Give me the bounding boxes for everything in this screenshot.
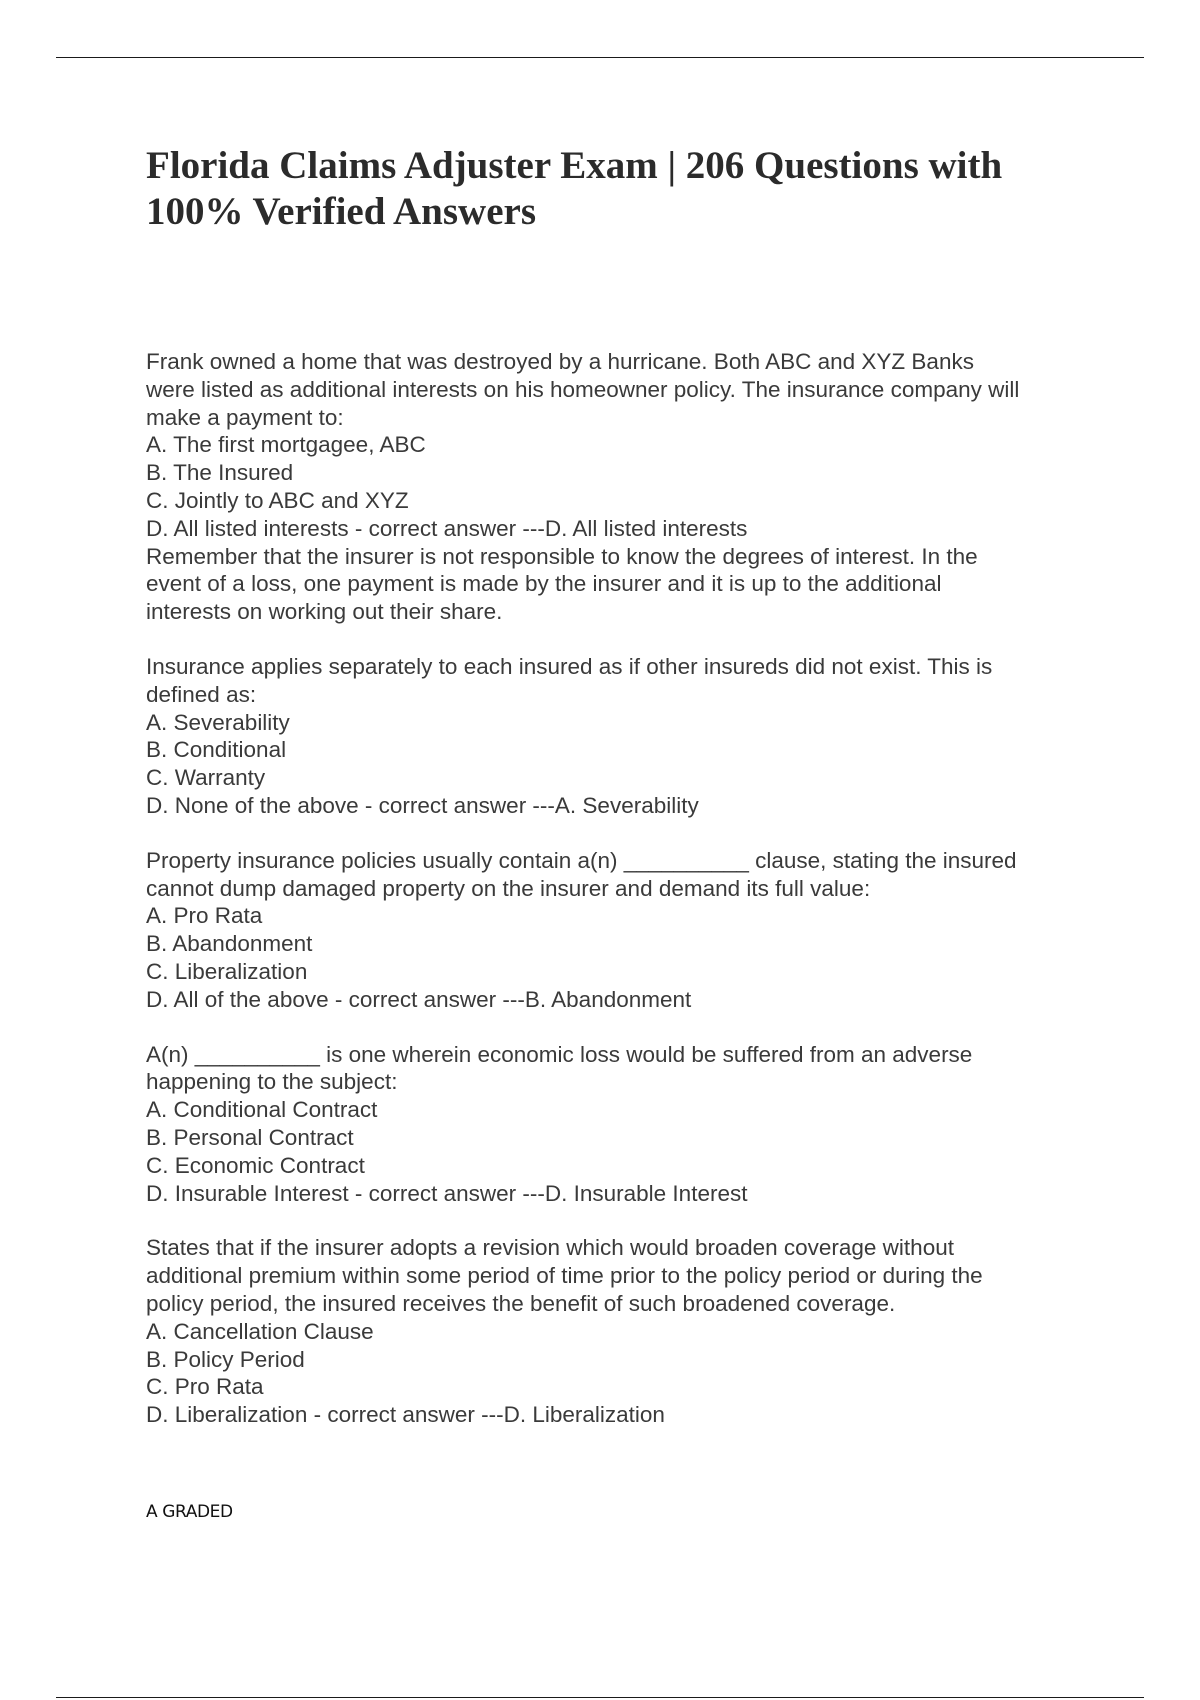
- question-list: [146, 348, 1106, 1429]
- answer-option: C. Pro Rata: [146, 1374, 264, 1400]
- question-block: [146, 847, 1106, 1014]
- question-line: additional premium within some period of time prior to the policy period or during the: [146, 1263, 983, 1289]
- answer-option: A. Severability: [146, 709, 290, 735]
- page-top-rule: [56, 57, 1144, 58]
- answer-option: B. The Insured: [146, 460, 294, 486]
- question-line: make a payment to:: [146, 404, 344, 430]
- question-line: happening to the subject:: [146, 1069, 398, 1095]
- question-line: Property insurance policies usually contain a(n) __________ clause, stating the insured: [146, 847, 1017, 873]
- question-block: [146, 1041, 1106, 1208]
- correct-answer-line: D. All listed interests - correct answer ---D. All listed interests: [146, 515, 748, 541]
- question-block: [146, 348, 1106, 626]
- question-line: A(n) __________ is one wherein economic loss would be suffered from an adverse: [146, 1041, 973, 1067]
- question-line: States that if the insurer adopts a revision which would broaden coverage without: [146, 1235, 954, 1261]
- question-block: [146, 653, 1106, 820]
- correct-answer-line: D. Liberalization - correct answer ---D. Liberalization: [146, 1402, 665, 1428]
- question-line: Insurance applies separately to each insured as if other insureds did not exist. This is: [146, 653, 993, 679]
- explanation-line: event of a loss, one payment is made by the insurer and it is up to the additional: [146, 571, 942, 597]
- explanation-line: Remember that the insurer is not responsible to know the degrees of interest. In the: [146, 543, 978, 569]
- answer-option: A. Cancellation Clause: [146, 1318, 374, 1344]
- answer-option: B. Conditional: [146, 737, 287, 763]
- answer-option: C. Liberalization: [146, 958, 308, 984]
- explanation-line: interests on working out their share.: [146, 599, 503, 625]
- question-line: Frank owned a home that was destroyed by a hurricane. Both ABC and XYZ Banks: [146, 349, 974, 374]
- document-title: Florida Claims Adjuster Exam | 206 Questions with 100% Verified Answers: [146, 144, 1003, 233]
- question-line: defined as:: [146, 681, 257, 707]
- answer-option: B. Personal Contract: [146, 1124, 354, 1150]
- answer-option: B. Abandonment: [146, 931, 313, 957]
- question-line: policy period, the insured receives the benefit of such broadened coverage.: [146, 1290, 896, 1316]
- question-line: were listed as additional interests on his homeowner policy. The insurance company will: [146, 376, 1020, 402]
- correct-answer-line: D. None of the above - correct answer ---A. Severability: [146, 792, 699, 818]
- answer-option: C. Jointly to ABC and XYZ: [146, 487, 409, 513]
- correct-answer-line: D. All of the above - correct answer ---B. Abandonment: [146, 986, 692, 1012]
- footer-watermark: A GRADED: [146, 1502, 233, 1522]
- correct-answer-line: D. Insurable Interest - correct answer ---D. Insurable Interest: [146, 1180, 748, 1206]
- answer-option: A. Conditional Contract: [146, 1097, 378, 1123]
- answer-option: B. Policy Period: [146, 1346, 305, 1372]
- question-block: [146, 1234, 1106, 1429]
- question-line: cannot dump damaged property on the insurer and demand its full value:: [146, 875, 871, 901]
- answer-option: A. The first mortgagee, ABC: [146, 432, 426, 458]
- answer-option: A. Pro Rata: [146, 903, 263, 929]
- answer-option: C. Warranty: [146, 765, 266, 791]
- answer-option: C. Economic Contract: [146, 1152, 365, 1178]
- page-bottom-rule: [56, 1697, 1144, 1698]
